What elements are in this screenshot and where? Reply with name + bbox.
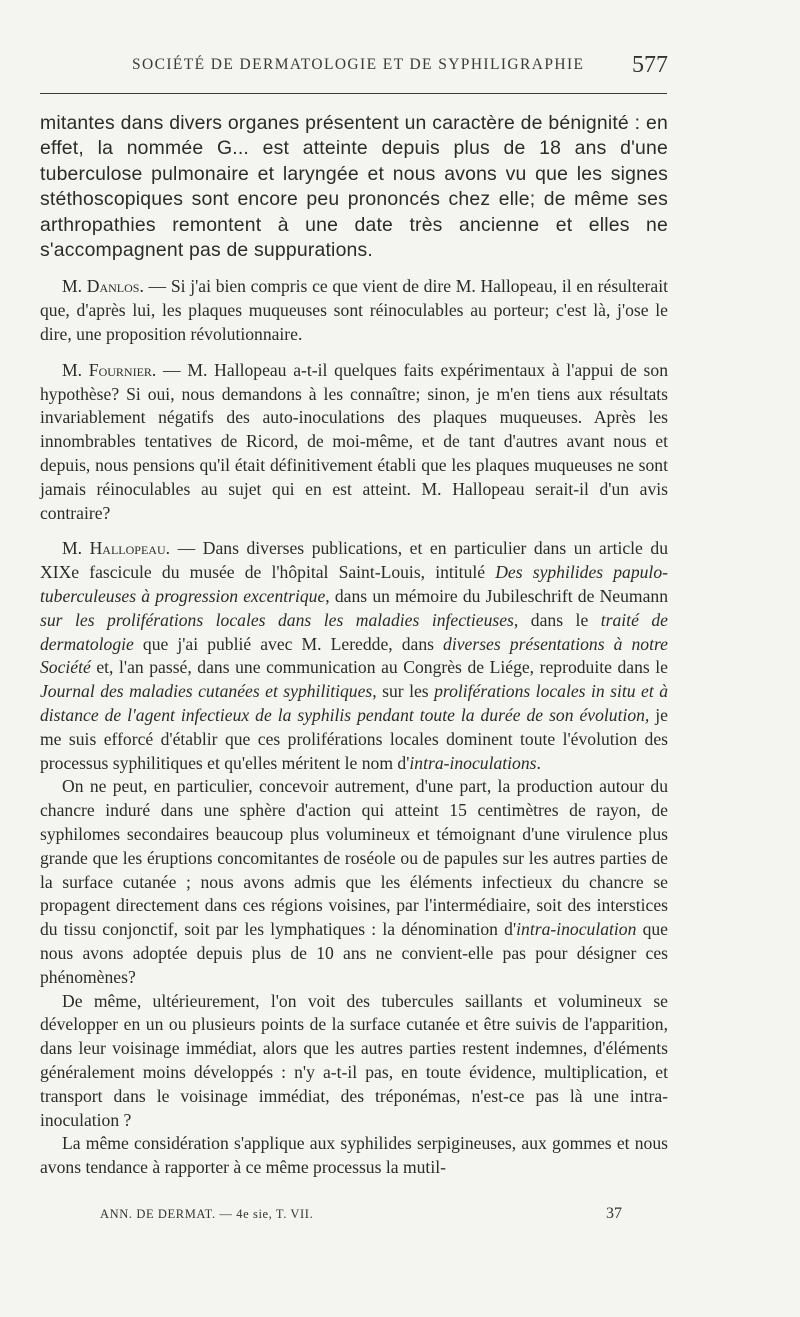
paragraph-text: — Si j'ai bien compris ce que vient de dire M. Hallopeau, il en résulterait que, d'après lui, les plaques muqueuses sont réinoculables au porteur; c'est là, j'ose le dire, une proposition révolutionnaire.: [40, 276, 669, 345]
page-number: 577: [632, 52, 668, 78]
paragraph-tubercules: De même, ultérieurement, l'on voit des tubercules saillants et volumineux se développer en un ou plusieurs points de la surface cutanée et être suivis de l'apparition, dans leur voisinage immédiat, alors que les autres parties restent indemnes, d'éléments généralement moins développés : n'y a-t-il pas, en toute évidence, multiplication, et transport dans le voisinage immédiat, des tréponémas, n'est-ce pas là une intra-inoculation ?: [40, 990, 668, 1130]
paragraph-hallopeau: [40, 537, 668, 775]
paragraph-text: — M. Hallopeau a-t-il quelques faits expérimentaux à l'appui de son hypothèse? Si oui, nous demandons à les connaître; sinon, je m'en tiens aux résultats invariablement négatifs des auto-inoculations des plaques muqueuses. Après les innombrables tentatives de Ricord, de moi-même, et de tant d'autres avant nous et depuis, nous pensions qu'il était définitivement établi que les plaques muqueuses ne sont jamais réinoculables au sujet qui en est atteint. M. Hallopeau serait-il d'un avis contraire?: [40, 359, 668, 523]
running-title: SOCIÉTÉ DE DERMATOLOGIE ET DE SYPHILIGRAPHIE: [132, 56, 585, 73]
paragraph-fournier: [40, 359, 668, 526]
italic-title: proliférations locales in situ et à distance de l'agent infectieux de la syphilis pendant toute la durée de son évolution,: [40, 681, 668, 725]
page-header: [40, 54, 668, 84]
paragraph-text: .: [536, 752, 541, 773]
paragraph-text: et, l'an passé, dans une communication au Congrès de Liége, reproduite dans le: [90, 657, 668, 678]
paragraph-chancre: [40, 775, 668, 989]
paragraph-text: On ne peut, en particulier, concevoir autrement, d'une part, la production autour du chancre induré dans une sphère d'action qui atteint 15 centimètres de rayon, de syphilomes secondaires beaucoup plus volumineux et témoignant d'une virulence plus grande que les éruptions concomitantes de roséole ou de papules sur les autres parties de la surface cutanée ; nous avons admis que les éléments infectieux du chancre se propagent directement dans ces régions voisines, par l'intermédiaire, soit des interstices du tissu conjonctif, soit par les lymphatiques : la dénomination d': [40, 776, 668, 940]
speaker-name: M. Hallopeau.: [62, 538, 171, 559]
italic-title: diverses présentations à notre Société: [40, 633, 668, 678]
paragraph-danlos: [40, 275, 668, 346]
speaker-name: M. Fournier.: [62, 359, 157, 380]
italic-title: sur les proliférations locales dans les maladies infectieuses: [40, 609, 514, 630]
italic-term: intra-inoculations: [409, 752, 537, 773]
header-rule: [40, 93, 667, 94]
paragraph-serpigineuses: La même considération s'applique aux syphilides serpigineuses, aux gommes et nous avons tendance à rapporter à ce même processus la mutil-: [40, 1133, 668, 1178]
speaker-name: M. Danlos.: [62, 276, 144, 297]
paragraph-text: je me suis efforcé d'établir que ces proliférations locales dominent toute l'évolution des processus syphilitiques et qu'elles méritent le nom d': [40, 704, 668, 773]
paragraph-continued: mitantes dans divers organes présentent un caractère de bénignité : en effet, la nommée G... est atteinte depuis plus de 18 ans d'une tuberculose pulmonaire et laryngée et nous avons vu que les signes stéthoscopiques sont encore peu prononcés chez elle; de même ses arthropathies remontent à une date très ancienne et elles ne s'accompagnent pas de suppurations.: [40, 112, 668, 262]
paragraph-text: sur les: [376, 681, 435, 702]
italic-title: traité de dermatologie: [40, 609, 668, 654]
italic-title: Journal des maladies cutanées et syphilitiques,: [40, 681, 377, 702]
journal-citation: ANN. DE DERMAT. — 4e sie, T. VII.: [100, 1207, 314, 1221]
italic-term: intra-inoculation: [516, 919, 637, 940]
paragraph-text: que nous avons adoptée depuis plus de 10 ans ne convient-elle pas pour désigner ces phénomènes?: [40, 919, 668, 987]
page-footer: [40, 1207, 668, 1227]
paragraph-text: , dans un mémoire du Jubileschrift de Neumann: [325, 586, 668, 606]
paragraph-text: — Dans diverses publications, et en particulier dans un article du XIXe fascicule du musée de l'hôpital Saint-Louis, intitulé: [40, 538, 669, 583]
paragraph-text: que j'ai publié avec M. Leredde, dans: [133, 633, 444, 654]
body-text: [40, 111, 668, 1180]
signature-mark: 37: [606, 1205, 622, 1222]
paragraph-text: , dans le: [513, 609, 601, 630]
italic-title: Des syphilides papulo-tuberculeuses à progression excentrique: [40, 562, 668, 606]
